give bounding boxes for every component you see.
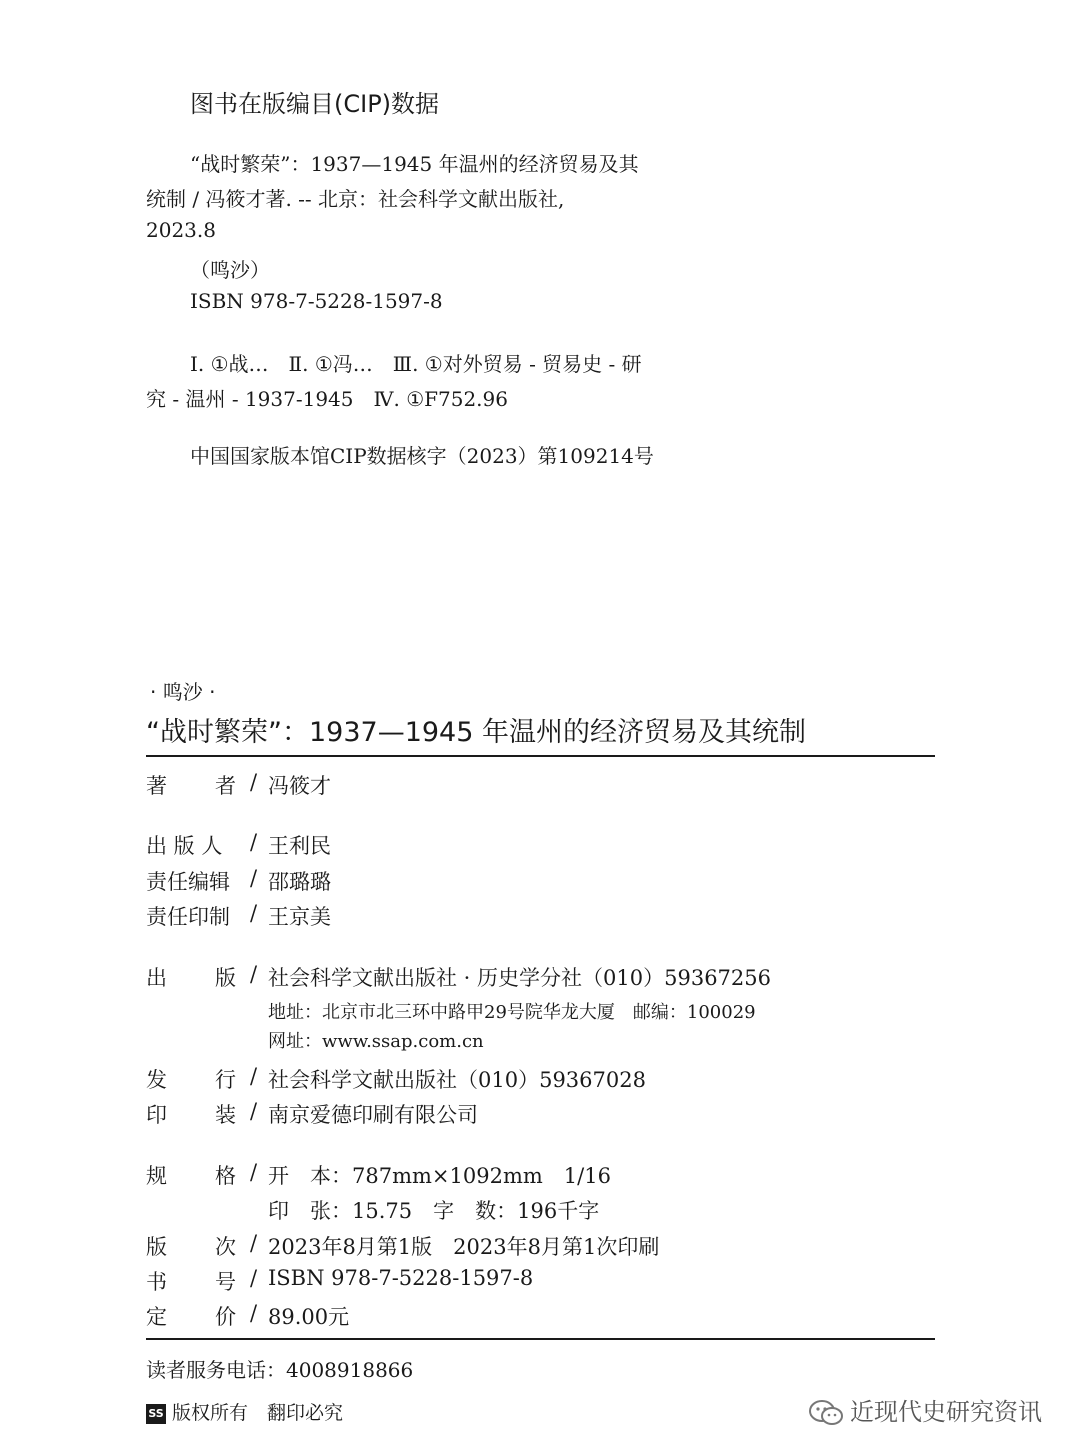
reader-hotline: 读者服务电话：4008918866 <box>146 1358 414 1382</box>
watermark <box>808 1392 1042 1427</box>
bottom-divider <box>146 1338 935 1340</box>
value-print-supervisor: 王京美 <box>268 905 331 929</box>
top-divider <box>146 755 935 757</box>
value-printing: 南京爱德印刷有限公司 <box>268 1103 478 1127</box>
cip-line-subject-2: 究 - 温州 - 1937-1945 Ⅳ. ①F752.96 <box>146 387 508 411</box>
copyright-notice <box>146 1398 343 1425</box>
copyright-text: 版权所有 翻印必究 <box>172 1402 344 1424</box>
value-editor: 邵璐璐 <box>268 870 331 894</box>
wechat-icon <box>808 1399 844 1427</box>
value-sheets-wordcount: 印 张：15.75 字 数：196千字 <box>268 1199 600 1223</box>
value-author: 冯筱才 <box>268 774 331 798</box>
publisher-logo-icon: SS <box>146 1404 166 1424</box>
cip-line-subject-1: Ⅰ. ①战… Ⅱ. ①冯… Ⅲ. ①对外贸易 - 贸易史 - 研 <box>190 352 642 376</box>
book-title: “战时繁荣”：1937—1945 年温州的经济贸易及其统制 <box>146 717 806 748</box>
cip-line-3: 2023.8 <box>146 218 216 242</box>
value-publisher-person: 王利民 <box>268 834 331 858</box>
publisher-website: 网址：www.ssap.com.cn <box>268 1031 484 1052</box>
value-price: 89.00元 <box>268 1305 350 1329</box>
publisher-address: 地址：北京市北三环中路甲29号院华龙大厦 邮编：100029 <box>268 1002 756 1023</box>
value-edition: 2023年8月第1版 2023年8月第1次印刷 <box>268 1235 660 1259</box>
cip-line-isbn: ISBN 978-7-5228-1597-8 <box>190 289 443 313</box>
series-name: · 鸣沙 · <box>150 680 216 704</box>
cip-line-series: （鸣沙） <box>190 258 270 282</box>
cip-line-record-number: 中国国家版本馆CIP数据核字（2023）第109214号 <box>190 444 654 468</box>
value-publisher: 社会科学文献出版社 · 历史学分社（010）59367256 <box>268 966 771 990</box>
cip-line-1: “战时繁荣”：1937—1945 年温州的经济贸易及其 <box>190 152 639 176</box>
cip-heading: 图书在版编目(CIP)数据 <box>190 90 440 118</box>
watermark-text: 近现代史研究资讯 <box>850 1398 1042 1426</box>
value-distribution: 社会科学文献出版社（010）59367028 <box>268 1068 646 1092</box>
value-specification: 开 本：787mm×1092mm 1/16 <box>268 1164 611 1188</box>
value-book-number: ISBN 978-7-5228-1597-8 <box>268 1266 534 1290</box>
cip-line-2: 统制 / 冯筱才著. -- 北京：社会科学文献出版社, <box>146 187 565 211</box>
